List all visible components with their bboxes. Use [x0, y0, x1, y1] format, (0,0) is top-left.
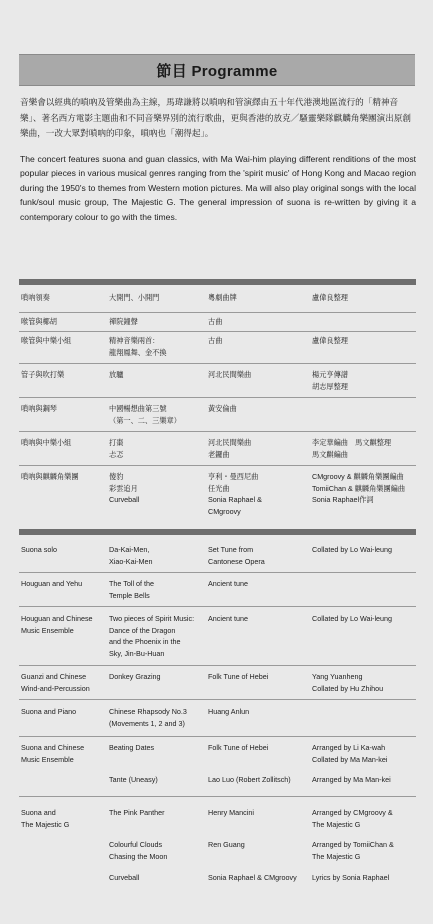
- source-cell: Lao Luo (Robert Zollitsch): [208, 775, 291, 784]
- source-cell: Ancient tune: [208, 614, 248, 623]
- source-cell: 古曲: [208, 336, 223, 345]
- title-cell: 中國暢想曲第三號 （第一、二、三樂章）: [109, 404, 181, 425]
- source-cell: Folk Tune of Hebei: [208, 743, 269, 752]
- title-cell: Da-Kai-Men, Xiao-Kai-Men: [109, 545, 153, 566]
- programme-row-zh: [19, 292, 416, 313]
- instrument-cell: Houguan and Yehu: [21, 579, 83, 588]
- arranger-cell: Collated by Lo Wai-leung: [312, 614, 393, 623]
- source-cell: Ancient tune: [208, 579, 248, 588]
- title-cell: The Toll of the Temple Bells: [109, 579, 155, 600]
- source-cell: 黃安倫曲: [208, 404, 237, 413]
- arranger-cell: Arranged by Ma Man-kei: [312, 775, 391, 784]
- programme-row-en: [19, 872, 416, 888]
- programme-title: 節目 Programme: [19, 54, 415, 86]
- intro-chinese: 音樂會以經典的嗩吶及管樂曲為主線，馬瑋謙將以嗩吶和管演繹由五十年代港澳地區流行的「精神音樂」、著名西方電影主題曲和不同音樂界別的流行歌曲，更與香港的放克／騷靈樂隊麒麟角樂團演出原創樂曲，一改大眾對嗩吶的印象，嗩吶也「潮得起」。: [20, 97, 412, 138]
- instrument-cell: 嗩吶與鋼琴: [21, 404, 57, 413]
- programme-row-zh: [19, 403, 416, 432]
- title-cell: 打棗 忐忑: [109, 438, 124, 459]
- title-cell: Curveball: [109, 873, 140, 882]
- instrument-cell: 嗩吶與中樂小組: [21, 438, 72, 447]
- arranger-cell: Collated by Lo Wai-leung: [312, 545, 393, 554]
- programme-row-en: [19, 706, 416, 737]
- programme-row-zh: [19, 369, 416, 398]
- programme-row-en: [19, 613, 416, 666]
- instrument-cell: Guanzi and Chinese Wind-and-Percussion: [21, 672, 90, 693]
- title-cell: 禪院鐘聲: [109, 317, 138, 326]
- source-cell: 河北民間樂曲 老鑼曲: [208, 438, 252, 459]
- instrument-cell: 嗩吶與麒麟角樂團: [21, 472, 79, 481]
- source-cell: Folk Tune of Hebei: [208, 672, 269, 681]
- title-cell: 傻豹 彩雲追月 Curveball: [109, 472, 140, 504]
- source-cell: 粵劇曲牌: [208, 293, 237, 302]
- arranger-cell: 盧偉良整理: [312, 336, 348, 345]
- source-cell: 古曲: [208, 317, 223, 326]
- source-cell: 河北民間樂曲: [208, 370, 252, 379]
- programme-row-zh: [19, 335, 416, 364]
- programme-row-zh: [19, 437, 416, 466]
- arranger-cell: 盧偉良整理: [312, 293, 348, 302]
- section-divider-english: [19, 529, 416, 535]
- instrument-cell: Suona and The Majestic G: [21, 808, 70, 829]
- programme-row-en: [19, 544, 416, 573]
- title-cell: 大開門、小開門: [109, 293, 160, 302]
- source-cell: Sonia Raphael & CMgroovy: [208, 873, 297, 882]
- title-cell: Chinese Rhapsody No.3 (Movements 1, 2 and 3): [109, 707, 187, 728]
- instrument-cell: Suona and Piano: [21, 707, 77, 716]
- programme-row-zh: [19, 471, 416, 523]
- instrument-cell: 管子與吹打樂: [21, 370, 65, 379]
- title-cell: Colourful Clouds Chasing the Moon: [109, 840, 168, 861]
- instrument-cell: Suona solo: [21, 545, 57, 554]
- arranger-cell: Arranged by TomiiChan & The Majestic G: [312, 840, 394, 861]
- instrument-cell: 喉管與椰胡: [21, 317, 57, 326]
- arranger-cell: Arranged by Li Ka-wah Collated by Ma Man-kei: [312, 743, 388, 764]
- instrument-cell: Houguan and Chinese Music Ensemble: [21, 614, 93, 635]
- arranger-cell: Yang Yuanheng Collated by Hu Zhihou: [312, 672, 384, 693]
- source-cell: Huang Anlun: [208, 707, 250, 716]
- instrument-cell: 喉管與中樂小組: [21, 336, 72, 345]
- programme-row-en: [19, 774, 416, 797]
- source-cell: Ren Guang: [208, 840, 245, 849]
- source-cell: 亨利・曼西尼曲 任光曲 Sonia Raphael & CMgroovy: [208, 472, 262, 516]
- title-cell: Beating Dates: [109, 743, 155, 752]
- programme-row-en: [19, 742, 416, 770]
- source-cell: Set Tune from Cantonese Opera: [208, 545, 265, 566]
- arranger-cell: Arranged by CMgroovy & The Majestic G: [312, 808, 393, 829]
- intro-english: The concert features suona and guan classics, with Ma Wai-him playing different renditions of the most popular pieces in various musical genres ranging from the 'spirit music' of Hong Kong and Macao region during the 1950's to themes from Western motion pictures. Ma will also play original songs with the local funk/soul music group, The Majestic G. The general impression of suona is re-written by giving it a contemporary colour to go with the times.: [20, 154, 416, 222]
- title-cell: Tante (Uneasy): [109, 775, 158, 784]
- programme-row-en: [19, 578, 416, 607]
- arranger-cell: CMgroovy & 麒麟角樂團編曲 TomiiChan & 麒麟角樂團編曲 Sonia Raphael作詞: [312, 472, 406, 504]
- programme-row-zh: [19, 316, 416, 332]
- instrument-cell: 嗩吶領奏: [21, 293, 50, 302]
- title-cell: 放驢: [109, 370, 124, 379]
- source-cell: Henry Mancini: [208, 808, 254, 817]
- arranger-cell: Lyrics by Sonia Raphael: [312, 873, 390, 882]
- programme-row-en: [19, 807, 416, 835]
- instrument-cell: Suona and Chinese Music Ensemble: [21, 743, 85, 764]
- title-cell: 精神音樂兩首： 龍翔鳳舞、金不換: [109, 336, 167, 357]
- title-cell: Two pieces of Spirit Music: Dance of the Dragon and the Phoenix in the Sky, Jin-Bu-Huan: [109, 614, 195, 658]
- programme-row-en: [19, 839, 416, 867]
- title-cell: The Pink Panther: [109, 808, 165, 817]
- arranger-cell: 李定華編曲 馬文麒整理 馬文麒編曲: [312, 438, 392, 459]
- section-divider-chinese: [19, 279, 416, 285]
- title-cell: Donkey Grazing: [109, 672, 161, 681]
- arranger-cell: 楊元亨傳譜 胡志厚整理: [312, 370, 348, 391]
- programme-row-en: [19, 671, 416, 700]
